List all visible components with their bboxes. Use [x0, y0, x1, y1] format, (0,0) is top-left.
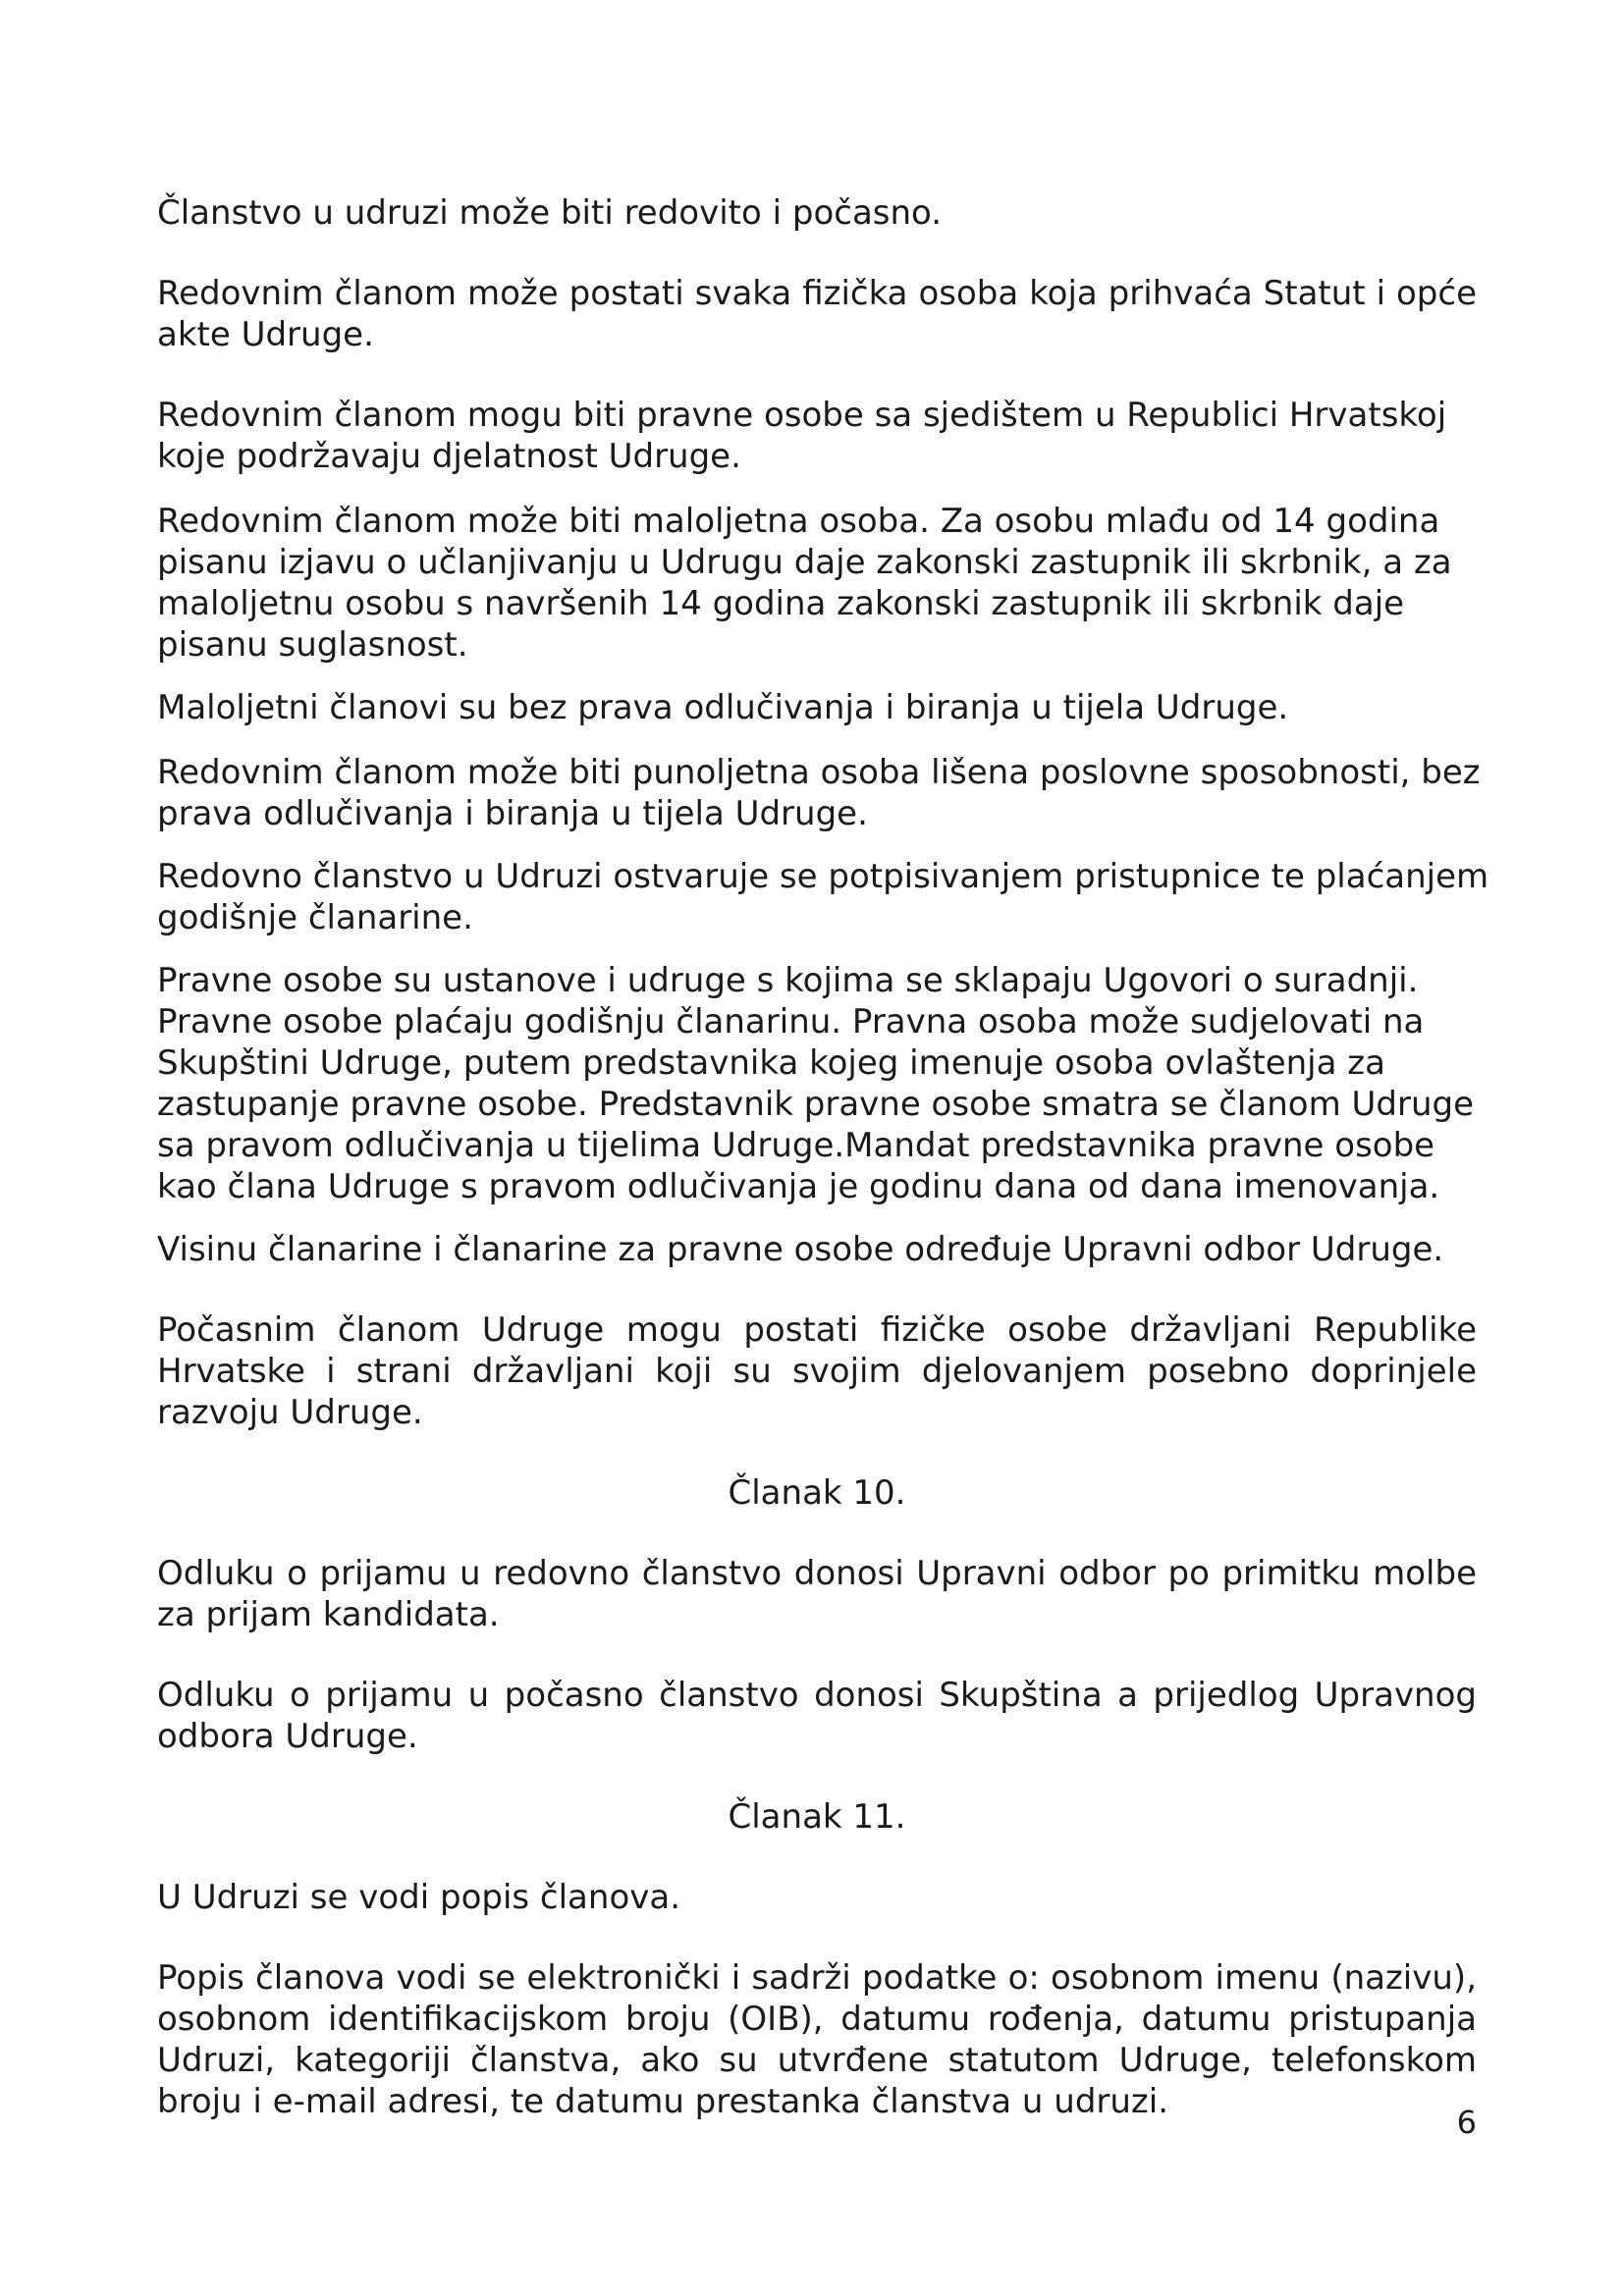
text-line: odbora Udruge. [157, 1717, 418, 1756]
paragraph-honorary-admission [157, 1675, 1477, 1757]
paragraph-regular-member-natural [157, 273, 1477, 355]
text-line: U Udruzi se vodi popis članova. [157, 1878, 681, 1917]
text-line: Članstvo u udruzi može biti redovito i počasno. [157, 193, 943, 233]
paragraph-register-contents [157, 1957, 1477, 2122]
paragraph-minor-rights [157, 687, 1477, 728]
paragraph-regular-admission [157, 1553, 1477, 1635]
text-line: Redovnim članom može biti maloljetna osoba. Za osobu mlađu od 14 godina [157, 502, 1440, 541]
text-line: Hrvatske i strani državljani koji su svojim djelovanjem posebno doprinjele [157, 1352, 1477, 1391]
paragraph-member-register [157, 1877, 1477, 1918]
text-line: Redovnim članom može postati svaka fizička osoba koja prihvaća Statut i opće [157, 274, 1477, 313]
text-line: pisanu suglasnost. [157, 625, 468, 665]
text-line: broju i e-mail adresi, te datumu prestanka članstva u udruzi. [157, 2082, 1169, 2121]
text-line: osobnom identifikacijskom broju (OIB), datumu rođenja, datumu pristupanja [157, 2000, 1477, 2039]
text-line: prava odlučivanja i biranja u tijela Udruge. [157, 794, 868, 833]
text-line: Odluku o prijamu u redovno članstvo donosi Upravni odbor po primitku molbe [157, 1554, 1477, 1593]
paragraph-regular-member-legal [157, 395, 1477, 477]
text-line: Visinu članarine i članarine za pravne osobe određuje Upravni odbor Udruge. [157, 1230, 1444, 1269]
paragraph-legal-persons [157, 960, 1477, 1207]
text-line: Redovnim članom može biti punoljetna osoba lišena poslovne sposobnosti, bez [157, 753, 1481, 792]
paragraph-incapacitated-member [157, 752, 1481, 834]
text-line: Maloljetni članovi su bez prava odlučivanja i biranja u tijela Udruge. [157, 688, 1289, 727]
text-line: zastupanje pravne osobe. Predstavnik pravne osobe smatra se članom Udruge [157, 1085, 1474, 1124]
text-line: kao člana Udruge s pravom odlučivanja je godinu dana od dana imenovanja. [157, 1167, 1440, 1206]
text-line: Pravne osobe su ustanove i udruge s kojima se sklapaju Ugovori o suradnji. [157, 961, 1419, 1000]
article-11-heading: Članak 11. [728, 1797, 906, 1837]
text-line: Pravne osobe plaćaju godišnju članarinu. Pravna osoba može sudjelovati na [157, 1002, 1425, 1041]
text-line: koje podržavaju djelatnost Udruge. [157, 437, 741, 476]
text-line: Odluku o prijamu u počasno članstvo donosi Skupština a prijedlog Upravnog [157, 1676, 1477, 1715]
paragraph-fee-amount [157, 1229, 1477, 1270]
text-line: akte Udruge. [157, 315, 374, 354]
article-10-heading: Članak 10. [728, 1473, 906, 1513]
text-line: Redovnim članom mogu biti pravne osobe sa sjedištem u Republici Hrvatskoj [157, 396, 1447, 435]
text-line: godišnje članarine. [157, 898, 473, 937]
paragraph-membership-fee [157, 856, 1489, 938]
text-line: maloljetnu osobu s navršenih 14 godina zakonski zastupnik ili skrbnik daje [157, 584, 1405, 623]
paragraph-honorary-member [157, 1309, 1477, 1433]
text-line: razvoju Udruge. [157, 1393, 423, 1432]
text-line: sa pravom odlučivanja u tijelima Udruge.Mandat predstavnika pravne osobe [157, 1126, 1435, 1165]
text-line: Udruzi, kategoriji članstva, ako su utvrđene statutom Udruge, telefonskom [157, 2041, 1477, 2080]
paragraph-membership-types [157, 192, 1477, 234]
page-number: 6 [1456, 2104, 1477, 2141]
text-line: Skupštini Udruge, putem predstavnika kojeg imenuje osoba ovlaštenja za [157, 1043, 1385, 1083]
text-line: za prijam kandidata. [157, 1595, 500, 1634]
text-line: Popis članova vodi se elektronički i sadrži podatke o: osobnom imenu (nazivu), [157, 1958, 1477, 1998]
text-line: Redovno članstvo u Udruzi ostvaruje se potpisivanjem pristupnice te plaćanjem [157, 857, 1489, 896]
paragraph-minor-member [157, 501, 1477, 666]
text-line: pisanu izjavu o učlanjivanju u Udrugu daje zakonski zastupnik ili skrbnik, a za [157, 543, 1452, 582]
text-line: Počasnim članom Udruge mogu postati fizičke osobe državljani Republike [157, 1310, 1477, 1350]
